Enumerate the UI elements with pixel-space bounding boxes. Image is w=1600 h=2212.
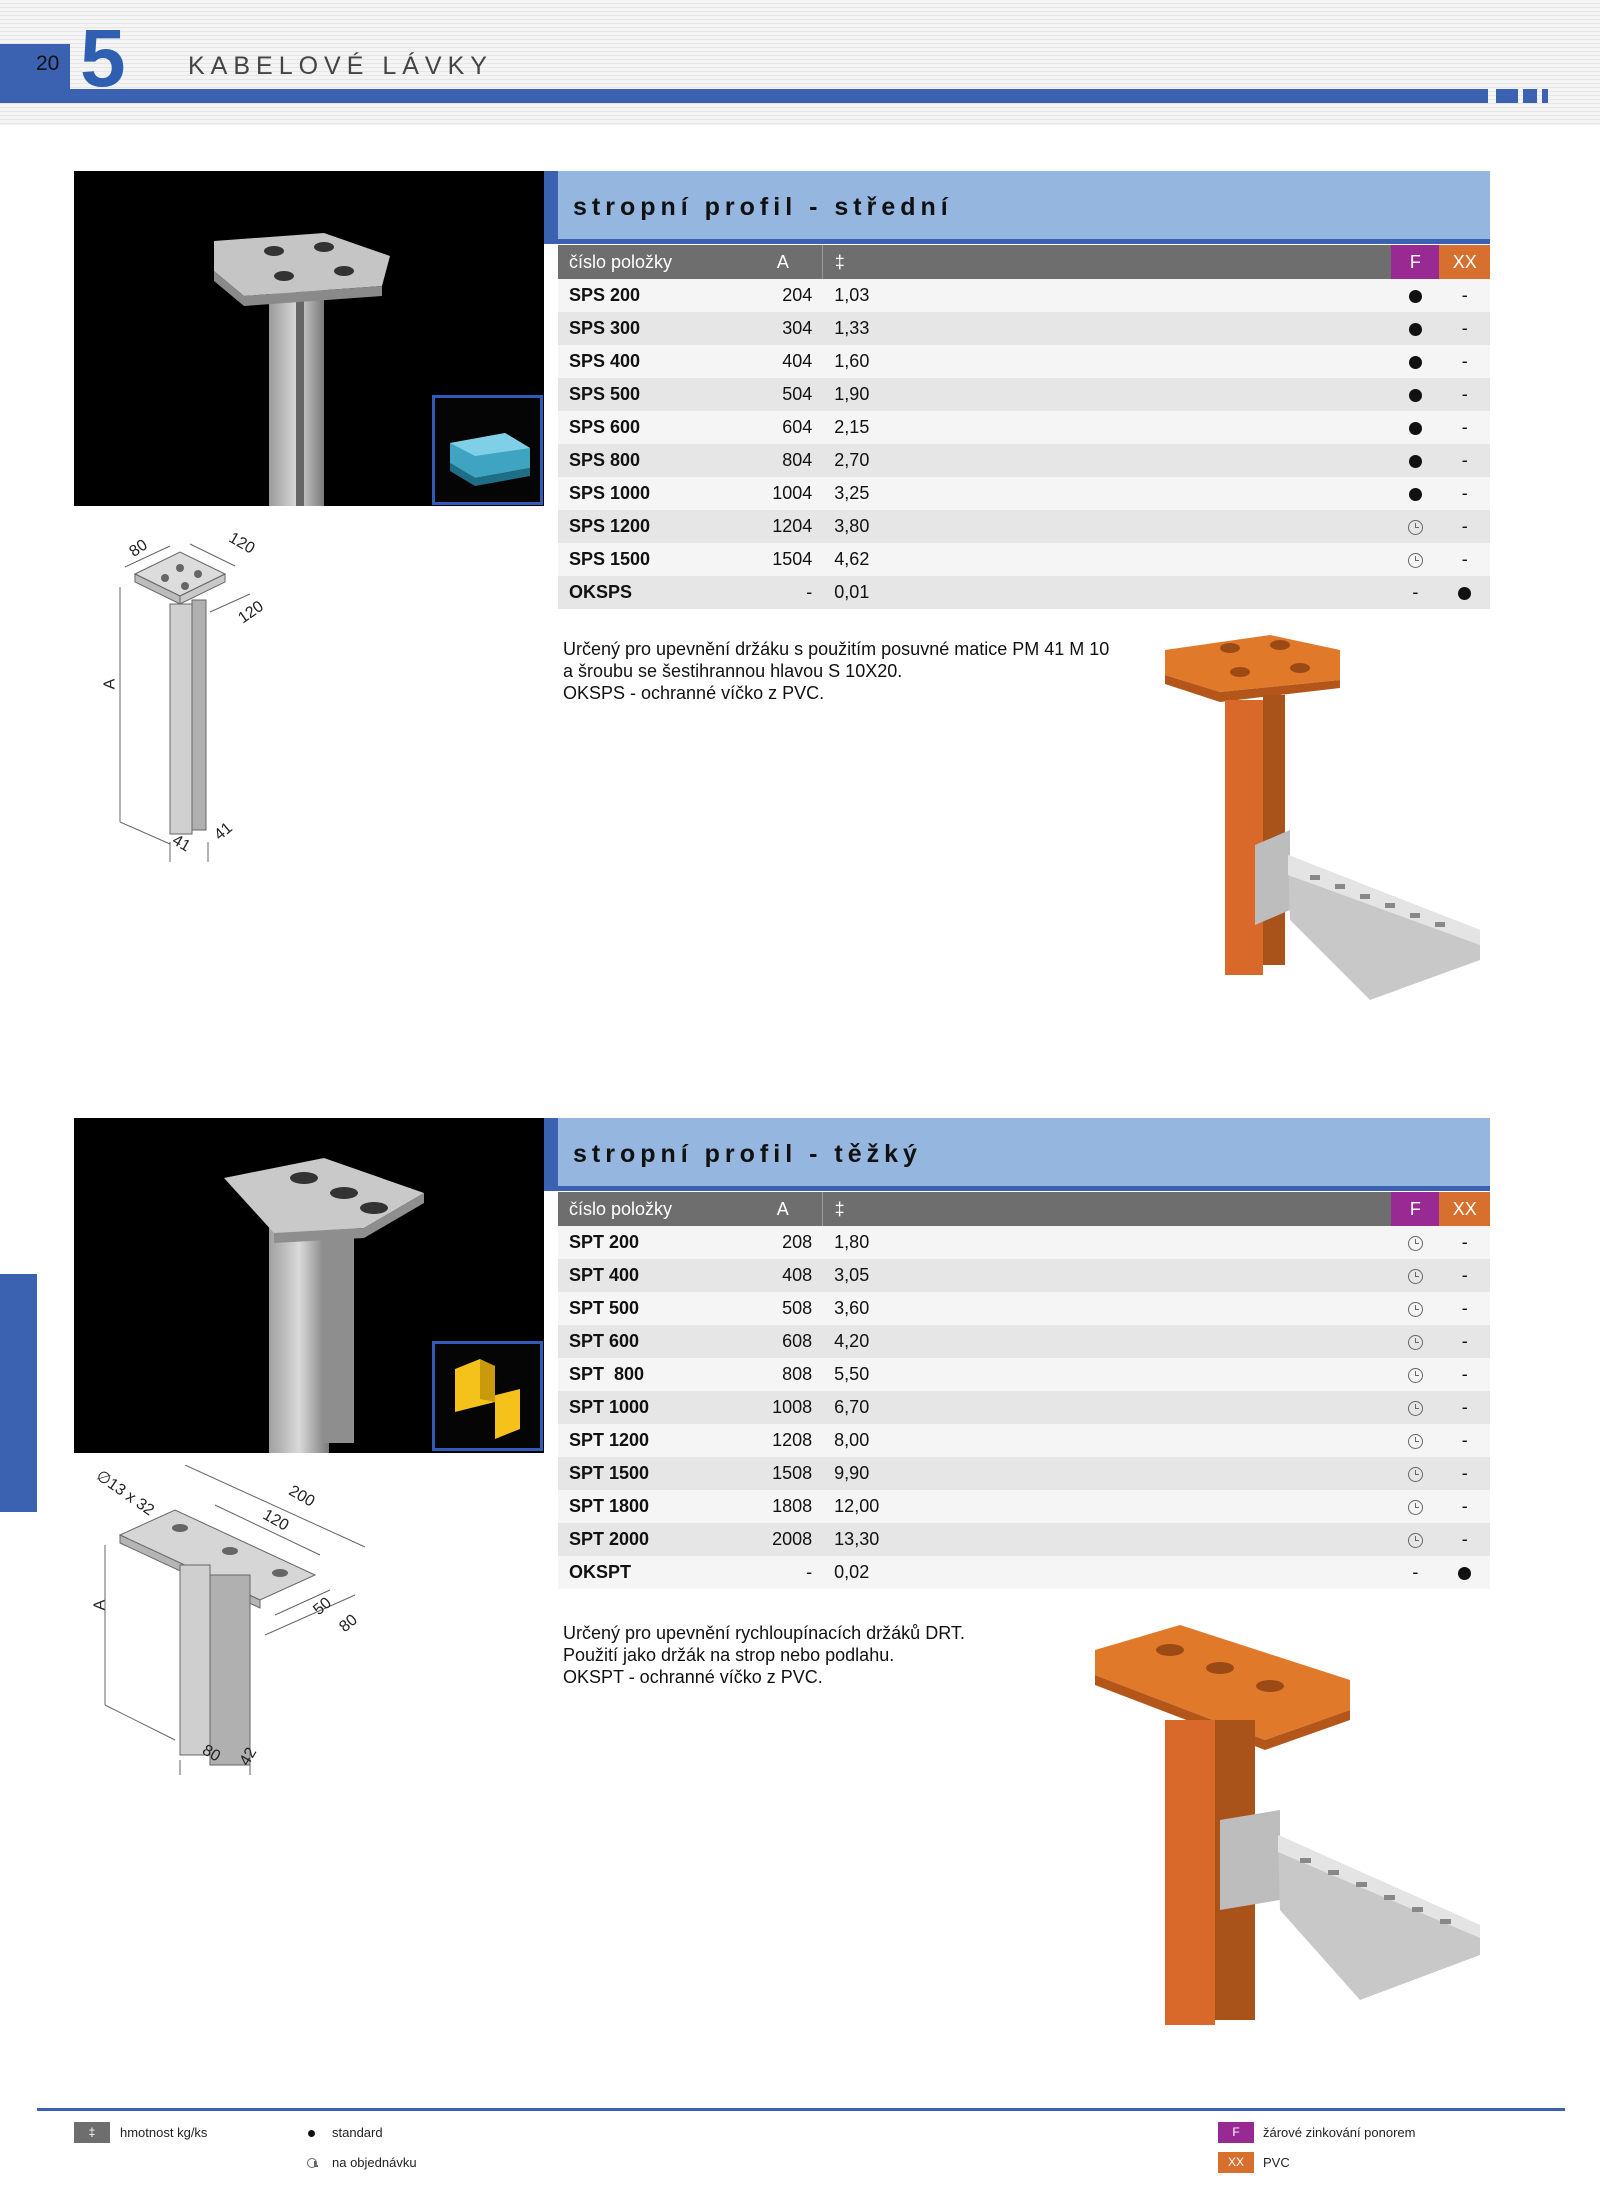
xx-value: - (1461, 1265, 1468, 1285)
dim-label: 120 (225, 529, 258, 558)
f-value: - (1412, 1562, 1419, 1582)
dim-label: 120 (259, 1506, 292, 1535)
item-code: SPT 400 (558, 1259, 744, 1292)
f-cell (1391, 510, 1439, 543)
weight-value: 3,05 (822, 1259, 913, 1292)
xx-cell (1439, 1292, 1490, 1325)
xx-cell (1439, 1424, 1490, 1457)
order-clock-icon (1408, 1467, 1423, 1482)
order-clock-icon (1408, 1302, 1423, 1317)
f-cell (1391, 1358, 1439, 1391)
xx-cell (1439, 444, 1490, 477)
description-line: Použití jako držák na strop nebo podlahu. (563, 1645, 895, 1665)
a-value: 604 (744, 411, 822, 444)
dim-label: 42 (236, 1744, 261, 1769)
xx-value: - (1461, 318, 1468, 338)
f-cell (1391, 576, 1439, 609)
weight-value: 2,15 (822, 411, 912, 444)
weight-value: 1,03 (822, 279, 912, 312)
order-clock-icon (1408, 1500, 1423, 1515)
xx-value: - (1461, 1496, 1468, 1516)
standard-dot-icon (1409, 290, 1422, 303)
weight-value: 4,62 (822, 543, 912, 576)
order-clock-icon (1408, 1533, 1423, 1548)
table-row (558, 444, 1490, 477)
description-line: Určený pro upevnění držáku s použitím posuvné matice PM 41 M 10 (563, 639, 1110, 659)
order-clock-icon (1408, 1335, 1423, 1350)
xx-value: - (1461, 1529, 1468, 1549)
table-row (558, 1358, 1490, 1391)
header-rule (0, 89, 1488, 103)
a-value: 1808 (744, 1490, 822, 1523)
footer-rule (37, 2108, 1565, 2111)
table-row (558, 1556, 1490, 1589)
description-line: Určený pro upevnění rychloupínacích držáků DRT. (563, 1623, 965, 1643)
a-value: 1504 (744, 543, 822, 576)
table-row (558, 1292, 1490, 1325)
item-code: SPT 800 (558, 1358, 744, 1391)
xx-value: - (1461, 549, 1468, 569)
f-cell (1391, 312, 1439, 345)
xx-value: - (1461, 450, 1468, 470)
weight-value: 12,00 (822, 1490, 913, 1523)
table-row (558, 279, 1490, 312)
xx-cell (1439, 1391, 1490, 1424)
dim-label: 80 (336, 1611, 361, 1636)
a-value: - (744, 1556, 822, 1589)
xx-cell (1439, 477, 1490, 510)
xx-cell (1439, 378, 1490, 411)
legend-weight: hmotnost kg/ks (120, 2125, 208, 2140)
chapter-title: KABELOVÉ LÁVKY (188, 52, 493, 80)
cap-inset-sps (432, 395, 543, 505)
item-code: SPT 2000 (558, 1523, 744, 1556)
table-row (558, 312, 1490, 345)
section-title: stropní profil - těžký (573, 1140, 922, 1168)
f-cell (1391, 1259, 1439, 1292)
standard-dot-icon (1458, 587, 1471, 600)
col-item: číslo položky (558, 1192, 744, 1226)
weight-value: 6,70 (822, 1391, 913, 1424)
table-row (558, 378, 1490, 411)
a-value: 304 (744, 312, 822, 345)
table-spt (558, 1192, 1490, 1589)
description-spt (563, 1622, 965, 1688)
xx-value: - (1461, 1430, 1468, 1450)
standard-dot-icon (1458, 1567, 1471, 1580)
a-value: 208 (744, 1226, 822, 1259)
a-value: 804 (744, 444, 822, 477)
a-value: 204 (744, 279, 822, 312)
weight-value: 3,60 (822, 1292, 913, 1325)
xx-cell (1439, 1226, 1490, 1259)
item-code: SPS 1200 (558, 510, 744, 543)
weight-value: 5,50 (822, 1358, 913, 1391)
f-cell (1391, 1523, 1439, 1556)
order-clock-icon (1408, 1401, 1423, 1416)
table-row (558, 345, 1490, 378)
legend-standard: standard (332, 2125, 383, 2140)
item-code: SPS 400 (558, 345, 744, 378)
xx-cell (1439, 1556, 1490, 1589)
weight-value: 8,00 (822, 1424, 913, 1457)
xx-cell (1439, 1259, 1490, 1292)
f-cell (1391, 1292, 1439, 1325)
dimension-drawing-sps (90, 522, 320, 867)
f-cell (1391, 1457, 1439, 1490)
xx-code-box: XX (1218, 2152, 1254, 2173)
xx-cell (1439, 543, 1490, 576)
table-sps (558, 245, 1490, 609)
weight-value: 0,01 (822, 576, 912, 609)
xx-value: - (1461, 1331, 1468, 1351)
item-code: OKSPS (558, 576, 744, 609)
a-value: 1508 (744, 1457, 822, 1490)
table-row (558, 1457, 1490, 1490)
order-clock-icon (1408, 520, 1423, 535)
weight-value: 0,02 (822, 1556, 913, 1589)
xx-cell (1439, 411, 1490, 444)
a-value: - (744, 576, 822, 609)
item-code: SPT 200 (558, 1226, 744, 1259)
page-number: 20 (36, 52, 60, 75)
xx-value: - (1461, 1364, 1468, 1384)
order-clock-icon (307, 2158, 317, 2168)
order-clock-icon (1408, 1269, 1423, 1284)
legend-xx: PVC (1263, 2155, 1290, 2170)
weight-value: 3,25 (822, 477, 912, 510)
cap-inset-spt (432, 1341, 543, 1451)
order-clock-icon (1408, 1434, 1423, 1449)
xx-cell (1439, 1358, 1490, 1391)
col-f: F (1391, 1192, 1439, 1226)
table-row (558, 510, 1490, 543)
a-value: 2008 (744, 1523, 822, 1556)
item-code: SPS 300 (558, 312, 744, 345)
a-value: 404 (744, 345, 822, 378)
table-row (558, 1226, 1490, 1259)
col-a: A (744, 245, 822, 279)
chapter-number: 5 (80, 13, 126, 104)
order-clock-icon (1408, 1236, 1423, 1251)
dim-label: 200 (285, 1482, 318, 1511)
standard-dot-icon (1409, 455, 1422, 468)
dim-label: A (91, 1599, 109, 1611)
xx-cell (1439, 576, 1490, 609)
table-row (558, 1259, 1490, 1292)
xx-value: - (1461, 384, 1468, 404)
description-line: OKSPS - ochranné víčko z PVC. (563, 683, 825, 703)
f-cell (1391, 1391, 1439, 1424)
table-row (558, 1325, 1490, 1358)
item-code: SPS 1500 (558, 543, 744, 576)
f-cell (1391, 1226, 1439, 1259)
weight-value: 13,30 (822, 1523, 913, 1556)
f-cell (1391, 279, 1439, 312)
table-row (558, 576, 1490, 609)
item-code: SPS 500 (558, 378, 744, 411)
description-line: OKSPT - ochranné víčko z PVC. (563, 1667, 823, 1687)
section-header-sps (544, 171, 1490, 244)
weight-value: 1,80 (822, 1226, 913, 1259)
a-value: 1208 (744, 1424, 822, 1457)
weight-value: 1,60 (822, 345, 912, 378)
f-cell (1391, 543, 1439, 576)
standard-dot-icon (308, 2130, 315, 2137)
a-value: 1204 (744, 510, 822, 543)
item-code: OKSPT (558, 1556, 744, 1589)
product-illustration-sps (1160, 630, 1490, 1005)
xx-value: - (1461, 1463, 1468, 1483)
f-cell (1391, 477, 1439, 510)
item-code: SPT 1200 (558, 1424, 744, 1457)
item-code: SPS 200 (558, 279, 744, 312)
legend-f: žárové zinkování ponorem (1263, 2125, 1416, 2140)
col-weight: ‡ (822, 1192, 913, 1226)
f-cell (1391, 1424, 1439, 1457)
weight-symbol-box: ‡ (74, 2122, 110, 2143)
xx-value: - (1461, 351, 1468, 371)
item-code: SPS 800 (558, 444, 744, 477)
table-row (558, 1523, 1490, 1556)
a-value: 408 (744, 1259, 822, 1292)
xx-value: - (1461, 1298, 1468, 1318)
table-row (558, 1424, 1490, 1457)
weight-value: 3,80 (822, 510, 912, 543)
xx-cell (1439, 1490, 1490, 1523)
xx-cell (1439, 279, 1490, 312)
dim-label: 41 (169, 831, 194, 856)
legend-order: na objednávku (332, 2155, 417, 2170)
f-cell (1391, 1325, 1439, 1358)
a-value: 1004 (744, 477, 822, 510)
xx-cell (1439, 510, 1490, 543)
dim-label: 50 (310, 1594, 335, 1619)
order-clock-icon (1408, 553, 1423, 568)
xx-cell (1439, 345, 1490, 378)
item-code: SPS 600 (558, 411, 744, 444)
f-cell (1391, 411, 1439, 444)
table-row (558, 1490, 1490, 1523)
order-clock-icon (1408, 1368, 1423, 1383)
description-sps (563, 638, 1109, 704)
col-item: číslo položky (558, 245, 744, 279)
dim-label: 80 (126, 536, 151, 561)
col-f: F (1391, 245, 1439, 279)
table-row (558, 1391, 1490, 1424)
dim-label: 41 (211, 819, 236, 844)
dim-label: 80 (199, 1741, 224, 1766)
item-code: SPS 1000 (558, 477, 744, 510)
col-weight: ‡ (822, 245, 912, 279)
f-value: - (1412, 582, 1419, 602)
f-cell (1391, 1556, 1439, 1589)
col-xx: XX (1439, 245, 1490, 279)
a-value: 508 (744, 1292, 822, 1325)
table-row (558, 411, 1490, 444)
f-code-box: F (1218, 2122, 1254, 2143)
weight-value: 4,20 (822, 1325, 913, 1358)
standard-dot-icon (1409, 488, 1422, 501)
xx-value: - (1461, 516, 1468, 536)
description-line: a šroubu se šestihrannou hlavou S 10X20. (563, 661, 903, 681)
item-code: SPT 500 (558, 1292, 744, 1325)
xx-cell (1439, 1325, 1490, 1358)
xx-value: - (1461, 1397, 1468, 1417)
a-value: 608 (744, 1325, 822, 1358)
a-value: 808 (744, 1358, 822, 1391)
xx-cell (1439, 1457, 1490, 1490)
col-a: A (744, 1192, 822, 1226)
table-row (558, 477, 1490, 510)
page-number-block (0, 44, 70, 102)
a-value: 504 (744, 378, 822, 411)
header-marks (1496, 89, 1548, 103)
xx-cell (1439, 1523, 1490, 1556)
section-header-spt (544, 1118, 1490, 1191)
item-code: SPT 1000 (558, 1391, 744, 1424)
xx-value: - (1461, 483, 1468, 503)
weight-value: 9,90 (822, 1457, 913, 1490)
table-row (558, 543, 1490, 576)
item-code: SPT 1800 (558, 1490, 744, 1523)
dim-label: A (101, 678, 119, 690)
xx-value: - (1461, 285, 1468, 305)
weight-value: 2,70 (822, 444, 912, 477)
col-xx: XX (1439, 1192, 1490, 1226)
standard-dot-icon (1409, 323, 1422, 336)
f-cell (1391, 345, 1439, 378)
a-value: 1008 (744, 1391, 822, 1424)
standard-dot-icon (1409, 356, 1422, 369)
section-title: stropní profil - střední (573, 193, 953, 221)
product-illustration-spt (1090, 1620, 1490, 2040)
standard-dot-icon (1409, 389, 1422, 402)
xx-cell (1439, 312, 1490, 345)
dim-label: 120 (235, 597, 267, 628)
f-cell (1391, 444, 1439, 477)
weight-value: 1,90 (822, 378, 912, 411)
item-code: SPT 600 (558, 1325, 744, 1358)
f-cell (1391, 378, 1439, 411)
standard-dot-icon (1409, 422, 1422, 435)
xx-value: - (1461, 1232, 1468, 1252)
side-tab (0, 1274, 37, 1512)
dim-label: ∅13 x 32 (92, 1467, 158, 1520)
xx-value: - (1461, 417, 1468, 437)
f-cell (1391, 1490, 1439, 1523)
item-code: SPT 1500 (558, 1457, 744, 1490)
weight-value: 1,33 (822, 312, 912, 345)
